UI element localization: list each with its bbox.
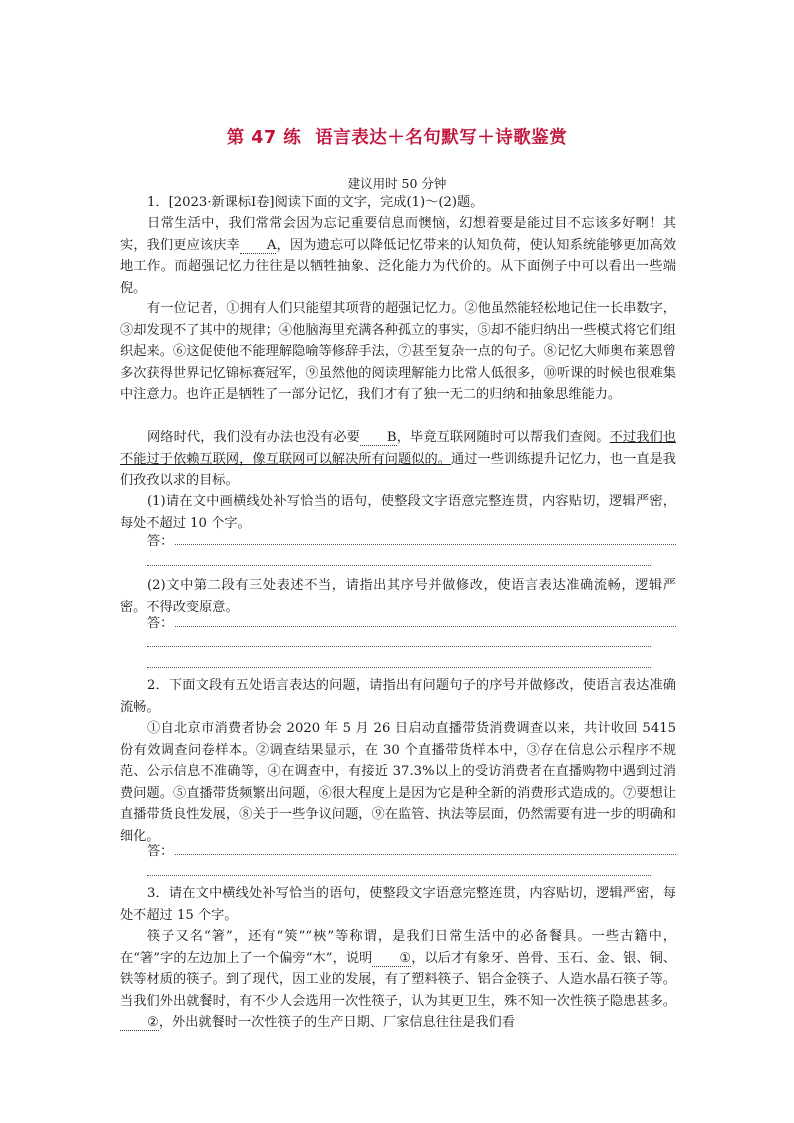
q1-1-answer-row[interactable] bbox=[147, 530, 676, 550]
q2-intro: 2．下面文段有五处语言表达的问题，请指出有问题句子的序号并做修改，使语言表达准确流畅。 bbox=[120, 678, 676, 715]
q1-underlined-sentence: 不过我们也不能过于依赖互联网，像互联网可以解决所有问题似的。 bbox=[120, 430, 677, 467]
title-topic: 语言表达＋名句默写＋诗歌鉴赏 bbox=[315, 128, 568, 148]
q2-answer-line-2[interactable] bbox=[147, 875, 651, 876]
answer-line[interactable] bbox=[175, 626, 676, 627]
q3-blank-2: ② bbox=[120, 1016, 159, 1031]
q1-1-answer-line-2[interactable] bbox=[147, 565, 651, 566]
q1-paragraph-2: 有一位记者，①拥有人们只能望其项背的超强记忆力。②他虽然能轻松地记住一长串数字，③却发现不了其中的规律；④他脑海里充满各种孤立的事实，⑤却不能归纳出一些模式将它们组织起来。⑥这促使他不能理解隐喻等修辞手法，⑦甚至复杂一点的句子。⑧记忆大师奥布莱恩曾多次获得世界记忆锦标赛冠军，⑨虽然他的阅读理解能力比常人低很多，⑩听课的时候也很难集中注意力。也许正是牺牲了一部分记忆，我们才有了独一无二的归纳和抽象思维能力。 bbox=[120, 301, 676, 402]
q1-2-answer-row[interactable] bbox=[147, 612, 676, 632]
q3-blank-1: ① bbox=[372, 952, 411, 967]
q1-2-answer-line-3[interactable] bbox=[147, 667, 651, 668]
page-title bbox=[0, 124, 794, 149]
q1-2-answer-line-2[interactable] bbox=[147, 646, 651, 647]
q1-intro: 1．[2023·新课标Ⅰ卷]阅读下面的文字，完成(1)～(2)题。 bbox=[147, 195, 484, 210]
q2-text: ①自北京市消费者协会 2020 年 5 月 26 日启动直播带货消费调查以来，共计收回 5415 份有效调查问卷样本。②调查结果显示，在 30 个直播带货样本中，③存在信息公示程序不规范、公示信息不准确等，④在调查中，有接近 37.3%以上的受访消费者在直播购物中遇到过消费问题。⑤直播带货频繁出问题，⑥很大程度上是因为它是种全新的消费形式造成的。⑦要想让直播带货良性发展，⑧关于一些争议问题，⑨在监管、执法等层面，仍然需要有进一步的明确和细化。 bbox=[120, 721, 676, 844]
title-exercise-number: 第 47 练 bbox=[226, 128, 302, 148]
answer-line[interactable] bbox=[175, 544, 676, 545]
q3-intro: 3．请在文中横线处补写恰当的语句，使整段文字语意完整连贯，内容贴切，逻辑严密，每处不超过 15 个字。 bbox=[120, 886, 676, 923]
suggested-time: 建议用时 50 分钟 bbox=[347, 176, 447, 191]
answer-label: 答： bbox=[147, 534, 174, 549]
answer-line[interactable] bbox=[175, 854, 676, 855]
q1-blank-a: A bbox=[240, 239, 277, 254]
q1-subquestion-1: (1)请在文中画横线处补写恰当的语句，使整段文字语意完整连贯，内容贴切，逻辑严密，每处不超过 10 个字。 bbox=[120, 494, 676, 531]
q1-subquestion-2: (2)文中第二段有三处表述不当，请指出其序号并做修改，使语言表达准确流畅，逻辑严密。不得改变原意。 bbox=[120, 578, 676, 615]
answer-label: 答： bbox=[147, 844, 174, 859]
q1-blank-b: B bbox=[360, 431, 397, 446]
q1-paragraph-3: 网络时代，我们没有办法也没有必要 B，毕竟互联网随时可以帮我们查阅。不过我们也不能过于依赖互联网，像互联网可以解决所有问题似的。通过一些训练提升记忆力，也一直是我们孜孜以求的目标。 bbox=[120, 430, 677, 488]
q3-paragraph: 筷子又名“箸”，还有“筴”“梜”等称谓，是我们日常生活中的必备餐具。一些古籍中，在“箸”字的左边加上了一个偏旁“木”，说明 ①，以后才有象牙、兽骨、玉石、金、银、铜、铁等材质的筷子。到了现代，因工业的发展，有了塑料筷子、铝合金筷子、人造水晶石筷子等。当我们外出就餐时，有不少人会选用一次性筷子，认为其更卫生，殊不知一次性筷子隐患甚多。②，外出就餐时一次性筷子的生产日期、厂家信息往往是我们看 bbox=[120, 929, 677, 1030]
q1-paragraph-1: 日常生活中，我们常常会因为忘记重要信息而懊恼，幻想着要是能过目不忘该多好啊！其实，我们更应该庆幸 A，因为遗忘可以降低记忆带来的认知负荷，使认知系统能够更加高效地工作。而超强记忆力往往是以牺牲抽象、泛化能力为代价的。从下面例子中可以看出一些端倪。 bbox=[120, 216, 677, 296]
q2-answer-row[interactable] bbox=[147, 840, 676, 860]
answer-label: 答： bbox=[147, 616, 174, 631]
